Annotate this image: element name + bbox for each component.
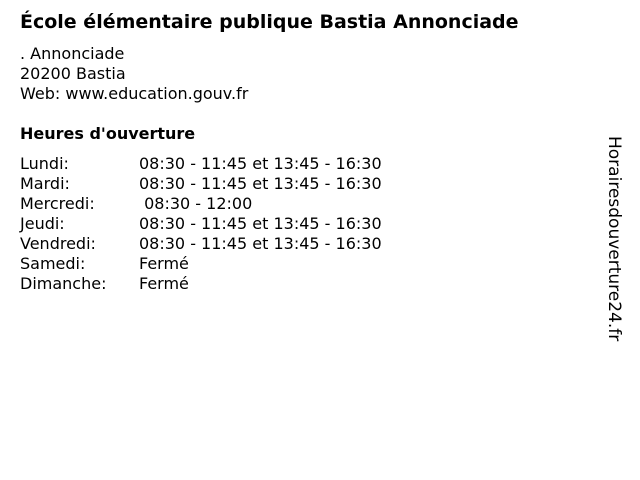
watermark-text: Horairesdouverture24.fr (604, 136, 624, 342)
hours-time: 08:30 - 11:45 et 13:45 - 16:30 (139, 154, 382, 173)
hours-day: Vendredi: (20, 234, 96, 253)
hours-day: Mercredi: (20, 194, 95, 213)
hours-time: 08:30 - 11:45 et 13:45 - 16:30 (139, 174, 382, 193)
hours-time: Fermé (139, 274, 189, 293)
hours-day: Samedi: (20, 254, 86, 273)
hours-time: 08:30 - 12:00 (139, 194, 253, 213)
hours-day: Jeudi: (20, 214, 65, 233)
hours-row-jeudi (20, 214, 382, 234)
hours-day: Mardi: (20, 174, 70, 193)
page-title: École élémentaire publique Bastia Annonciade (20, 11, 519, 33)
address-block (20, 44, 248, 104)
opening-hours-list (20, 154, 382, 294)
hours-row-mercredi (20, 194, 382, 214)
hours-day: Lundi: (20, 154, 69, 173)
hours-time: 08:30 - 11:45 et 13:45 - 16:30 (139, 234, 382, 253)
hours-row-samedi (20, 254, 382, 274)
hours-heading: Heures d'ouverture (20, 124, 196, 143)
hours-row-mardi (20, 174, 382, 194)
hours-row-vendredi (20, 234, 382, 254)
address-city: 20200 Bastia (20, 64, 126, 83)
hours-row-dimanche (20, 274, 382, 294)
address-street: . Annonciade (20, 44, 125, 63)
watermark (604, 136, 638, 376)
hours-time: 08:30 - 11:45 et 13:45 - 16:30 (139, 214, 382, 233)
hours-day: Dimanche: (20, 274, 107, 293)
hours-time: Fermé (139, 254, 189, 273)
hours-row-lundi (20, 154, 382, 174)
address-web: Web: www.education.gouv.fr (20, 84, 249, 103)
